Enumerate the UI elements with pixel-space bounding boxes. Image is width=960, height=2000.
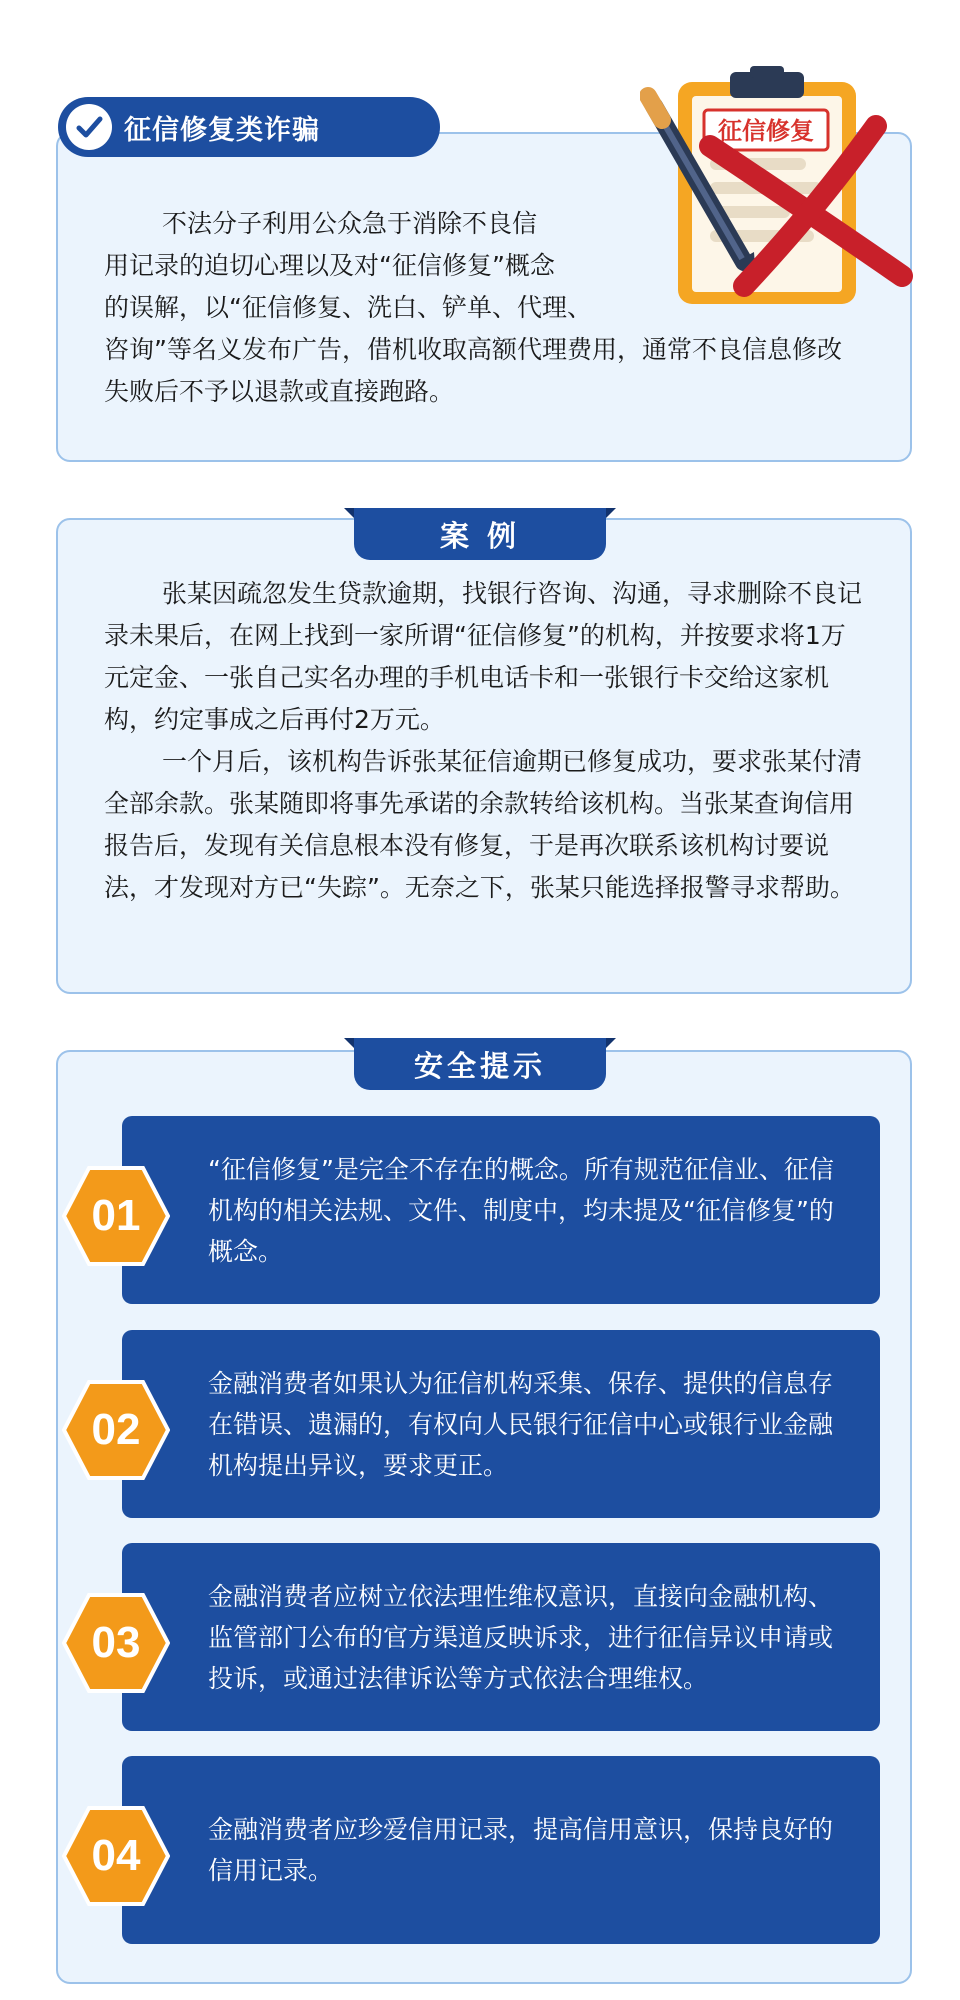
safety-tip-text: 金融消费者如果认为征信机构采集、保存、提供的信息存在错误、遗漏的，有权向人民银行征信中心或银行业金融机构提出异议，要求更正。 xyxy=(208,1368,834,1480)
hexagon-badge-02 xyxy=(62,1380,170,1480)
fraud-title: 征信修复类诈骗 xyxy=(124,114,320,146)
tip-number: 02 xyxy=(91,1405,141,1454)
fraud-intro-line-2: 用记录的迫切心理以及对“征信修复”概念 xyxy=(104,251,555,280)
safety-tip-text: 金融消费者应树立依法理性维权意识，直接向金融机构、监管部门公布的官方渠道反映诉求，进行征信异议申请或投诉，或通过法律诉讼等方式依法合理维权。 xyxy=(208,1581,834,1693)
tip-number: 04 xyxy=(91,1831,141,1880)
safety-tip-3 xyxy=(122,1543,880,1731)
safety-tip-2 xyxy=(122,1330,880,1518)
illustration-label: 征信修复 xyxy=(718,117,814,145)
credit-repair-illustration xyxy=(640,66,920,316)
hexagon-badge-03 xyxy=(62,1593,170,1693)
hexagon-badge-04 xyxy=(62,1806,170,1906)
fraud-intro xyxy=(104,203,704,329)
case-paragraph-1 xyxy=(104,573,864,741)
fraud-intro-line-3: 的误解，以“征信修复、洗白、铲单、代理、 xyxy=(104,293,592,322)
case-paragraph-1-text: 张某因疏忽发生贷款逾期，找银行咨询、沟通，寻求删除不良记录未果后，在网上找到一家所谓“征信修复”的机构，并按要求将1万元定金、一张自己实名办理的手机电话卡和一张银行卡交给这家机构，约定事成之后再付2万元。 xyxy=(104,579,863,734)
safety-title: 安全提示 xyxy=(413,1048,546,1083)
hexagon-badge-01 xyxy=(62,1166,170,1266)
safety-tip-text: “征信修复”是完全不存在的概念。所有规范征信业、征信机构的相关法规、文件、制度中，均未提及“征信修复”的概念。 xyxy=(208,1154,834,1266)
case-paragraph-2-text: 一个月后，该机构告诉张某征信逾期已修复成功，要求张某付清全部余款。张某随即将事先承诺的余款转给该机构。当张某查询信用报告后，发现有关信息根本没有修复，于是再次联系该机构讨要说法，才发现对方已“失踪”。无奈之下，张某只能选择报警寻求帮助。 xyxy=(104,747,863,902)
fraud-title-pill xyxy=(58,97,440,157)
case-title: 案 例 xyxy=(439,518,521,553)
safety-tip-1 xyxy=(122,1116,880,1304)
case-paragraph-2 xyxy=(104,741,864,909)
fraud-intro-line-1: 不法分子利用公众急于消除不良信 xyxy=(162,209,538,238)
check-icon xyxy=(66,104,112,150)
fraud-intro-continued: 咨询”等名义发布广告，借机收取高额代理费用，通常不良信息修改失败后不予以退款或直接跑路。 xyxy=(104,335,842,406)
safety-title-tab xyxy=(354,1038,606,1090)
tip-number: 03 xyxy=(91,1618,141,1667)
case-title-tab xyxy=(354,508,606,560)
tip-number: 01 xyxy=(91,1191,141,1240)
safety-tip-text: 金融消费者应珍爱信用记录，提高信用意识，保持良好的信用记录。 xyxy=(208,1815,834,1885)
safety-tip-4 xyxy=(122,1756,880,1944)
